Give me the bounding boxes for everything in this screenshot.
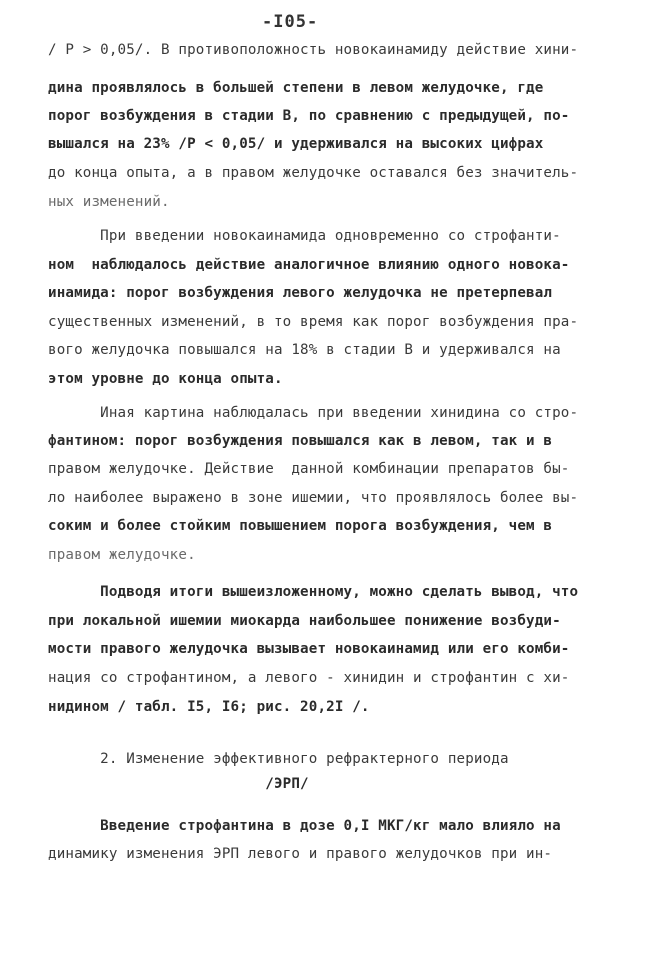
text-line: ном наблюдалось действие аналогичное влиянию одного новока- <box>48 257 570 273</box>
text-line: ло наиболее выражено в зоне ишемии, что проявлялось более вы- <box>48 490 579 506</box>
text-line: При введении новокаинамида одновременно со строфанти- <box>48 228 561 244</box>
text-line: Введение строфантина в дозе 0,I МКГ/кг мало влияло на <box>48 818 561 834</box>
text-line: ных изменений. <box>48 194 170 210</box>
text-line: Иная картина наблюдалась при введении хинидина со стро- <box>48 405 579 421</box>
text-line: инамида: порог возбуждения левого желудочка не претерпевал <box>48 285 553 301</box>
text-line: фантином: порог возбуждения повышался как в левом, так и в <box>48 433 553 449</box>
text-line: существенных изменений, в то время как порог возбуждения пра- <box>48 314 579 330</box>
text-line: мости правого желудочка вызывает новокаинамид или его комби- <box>48 641 570 657</box>
text-line: правом желудочке. <box>48 547 196 563</box>
text-line: вышался на 23% /P < 0,05/ и удерживался на высоких цифрах <box>48 136 544 152</box>
section-heading-abbr: /ЭРП/ <box>48 776 309 792</box>
text-line: до конца опыта, а в правом желудочке оставался без значитель- <box>48 165 579 181</box>
text-line: вого желудочка повышался на 18% в стадии В и удерживался на <box>48 342 561 358</box>
text-line: дина проявлялось в большей степени в левом желудочке, где <box>48 80 544 96</box>
text-line: динамику изменения ЭРП левого и правого желудочков при ин- <box>48 846 553 862</box>
section-heading: 2. Изменение эффективного рефрактерного периода <box>48 751 509 767</box>
text-line: этом уровне до конца опыта. <box>48 371 283 387</box>
text-line: правом желудочке. Действие данной комбинации препаратов бы- <box>48 461 570 477</box>
text-line: порог возбуждения в стадии В, по сравнению с предыдущей, по- <box>48 108 570 124</box>
text-line: / P > 0,05/. В противоположность новокаинамиду действие хини- <box>48 42 579 58</box>
text-line: при локальной ишемии миокарда наибольшее понижение возбуди- <box>48 613 561 629</box>
text-line: нидином / табл. I5, I6; рис. 20,2I /. <box>48 699 370 715</box>
page-number: -I05- <box>262 12 319 32</box>
text-line: Подводя итоги вышеизложенному, можно сделать вывод, что <box>48 584 579 600</box>
text-line: соким и более стойким повышением порога возбуждения, чем в <box>48 518 553 534</box>
text-line: нация со строфантином, а левого - хинидин и строфантин с хи- <box>48 670 570 686</box>
